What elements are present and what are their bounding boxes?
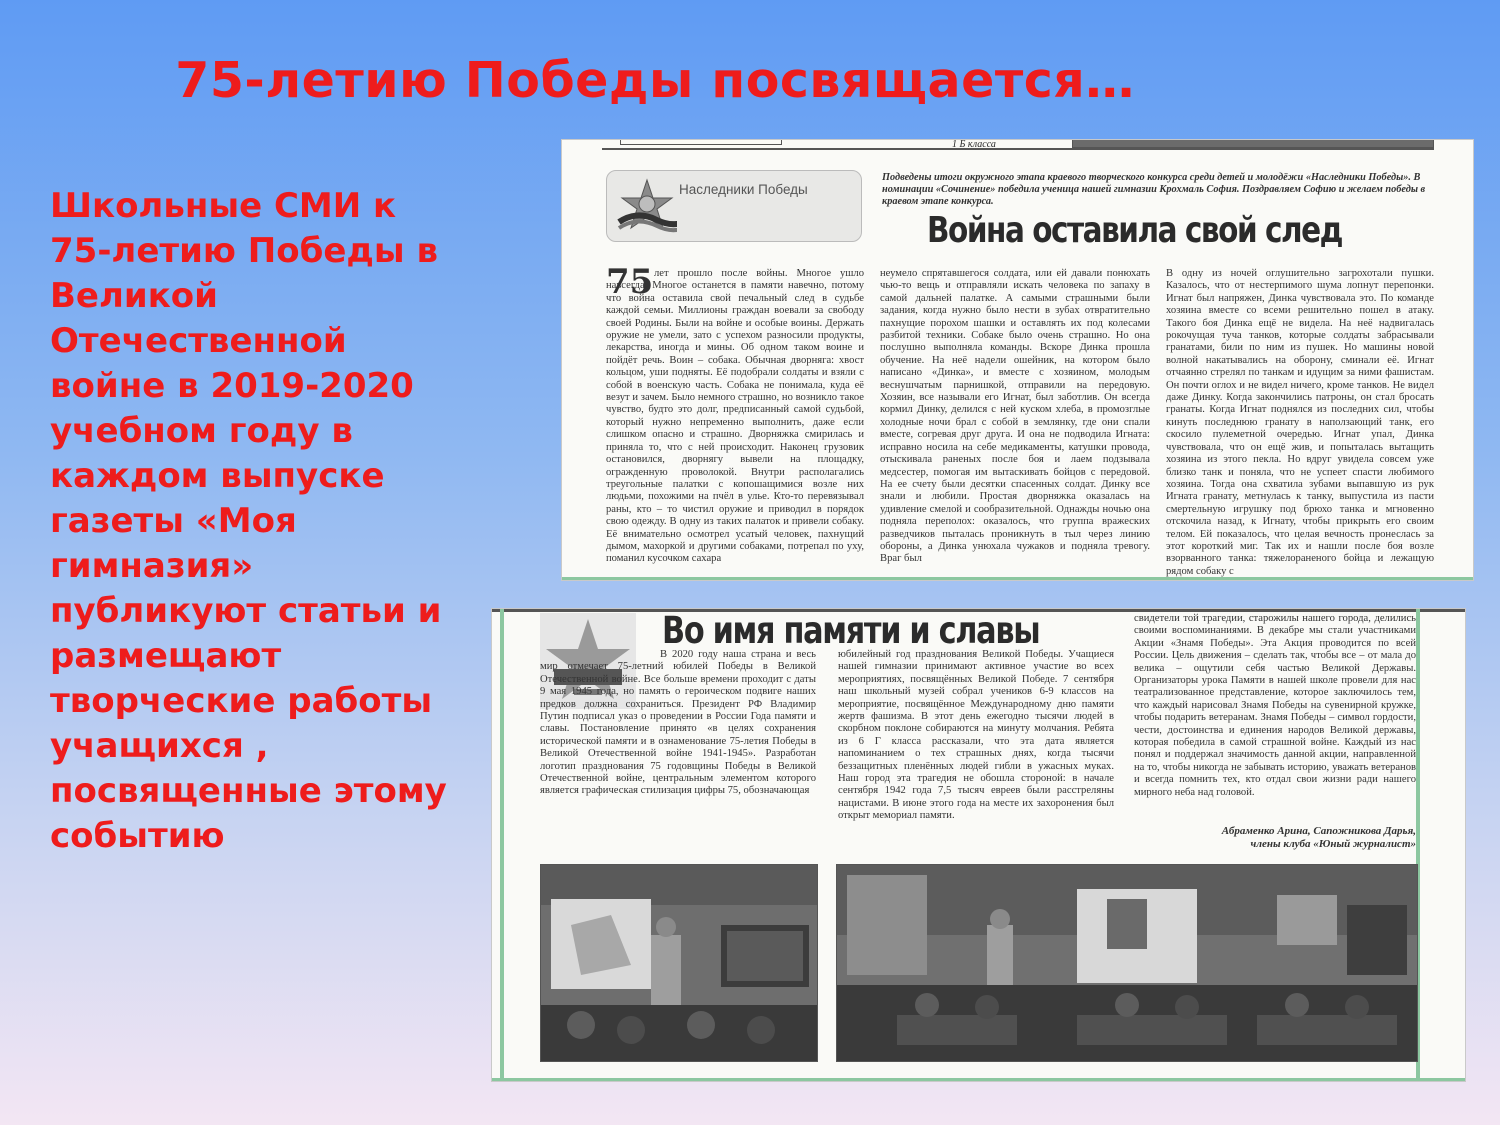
class-label: 1 Б класса xyxy=(952,140,996,150)
article-headline: Война оставила свой след xyxy=(927,210,1343,251)
classroom-photo-1 xyxy=(540,864,818,1062)
article-intro: Подведены итоги окружного этапа краевого творческого конкурса среди детей и молодёжи «Наследники Победы». В номинации «Сочинение» победила ученица нашей гимназии Крохмаль София. Поздравляем Софию и желаем победы в краевом этапе конкурса. xyxy=(882,172,1426,208)
newspaper-clipping-war-left-trace xyxy=(562,140,1473,580)
article-headline: Во имя памяти и славы xyxy=(662,609,1040,652)
museum-lesson-scene-image xyxy=(837,865,1417,1061)
article-signature: Абраменко Арина, Сапожникова Дарья, члены клуба «Юный журналист» xyxy=(1221,825,1416,850)
article-column-1: лет прошло после войны. Многое ушло навсегда. Многое останется в памяти навечно, потому что война оставила свой печальный след в судьбе каждой семьи. Миллионы граждан воевали за свободу своей Родины. Были на войне и особые воины. Держать оружие не умели, зато с успехом разносили продукты, лекарства, иногда и мины. Об одном таком воине и пойдёт речь. Воин – собака. Обычная дворняга: хвост кольцом, уши подняты. Её подобрали солдаты и взяли с собой в военскую часть. Собака не понимала, куда её везут и зачем. Было немного страшно, но возникло такое чувство, будто это долг, предписанный самой судьбой, который нужно непременно выполнить, даже если слишком опасно и страшно. Дворняжка смирилась и приняла то, что с ней происходит. Наконец грузовик остановился, дворнягу вывели на площадку, огражденную проволокой. Внутри располагались треугольные палатки с копошащимися возле них людьми, похожими на пчёл в улье. Кто-то перевязывал раны, кто – то чистил оружие и приводил в порядок свою одежду. В одну из таких палаток и привели собаку. Её внимательно осмотрел усатый человек, пахнущий дымом, махоркой и другими собаками, потрепал по уху, поманил кусочком сахара xyxy=(606,268,864,565)
banner-label: Наследники Победы xyxy=(679,182,808,197)
slide-title: 75-летию Победы посвящается… xyxy=(175,52,1135,109)
classroom-photo-2 xyxy=(836,864,1418,1062)
order-medal-ribbon-icon xyxy=(617,176,677,236)
clipping-top-photo-strip xyxy=(1072,140,1434,148)
heirs-of-victory-banner xyxy=(606,170,862,242)
article-column-2: юбилейный год празднования Великой Победы. Учащиеся нашей гимназии принимают активное участие во всех мероприятиях, посвящённых Великой Победе. 7 сентября наш школьный музей собрал учеников 6-9 классов на мероприятие, посвящённое Международному дню памяти жертв фашизма. В этот день ежегодно тысячи людей в скорбном поклоне собираются на минуту молчания. Ребята из 6 Г класса рассказали, что эта дата является напоминанием о тех страшных днях, когда тысячи беззащитных пленённых людей гибли в ужасных муках. Наш город эта трагедия не обошла стороной: в начале сентября 1942 года 7,5 тысяч евреев были расстреляны нацистами. В июне этого года на месте их захоронения был открыт мемориал памяти. xyxy=(838,649,1114,822)
classroom-scene-image xyxy=(541,865,817,1061)
clipping-side-stripe xyxy=(500,609,504,1081)
clipping-top-box xyxy=(620,140,782,145)
clipping-top-rule xyxy=(602,140,1434,150)
article-column-3: свидетели той трагедии, старожилы нашего города, делились своими воспоминаниями. В декабре мы стали участниками Акции «Знамя Победы». Эта Акция проводится по всей России. Цель движения – сделать так, чтобы все – от мала до велика – ощутили себя частью Великой Державы. Организаторы урока Памяти в нашей школе провели для нас театрализованное представление, которое заключилось тем, что каждый нарисовал Знамя Победы на сувенирной кружке, чтобы подарить ветеранам. Знамя Победы – символ гордости, чести, достоинства и единения народов Великой державы, которая победила в самой страшной войне. Каждый из нас понял и поддержал значимость данной акции, направленной на то, чтобы никогда не забывать историю, уважать ветеранов и всегда помнить тех, кто отдал свои жизни ради нашего мирного неба над головой. xyxy=(1134,613,1416,798)
article-column-1: В 2020 году наша страна и весь мир отмечает 75-летний юбилей Победы в Великой Отечественной войне. Все больше времени проходит с даты 9 мая 1945 года, но память о героическом подвиге наших предков должна сохраниться. Президент РФ Владимир Путин подписал указ о проведении в России Года памяти и славы. Постановление принято «в целях сохранения исторической памяти и в ознаменование 75-летия Победы в Великой Отечественной войне 1941-1945». Разработан логотип празднования 75 годовщины Победы в Великой Отечественной войне, центральным элементом которого является графическая стилизация цифры 75, обозначающая xyxy=(540,649,816,797)
clipping-edge xyxy=(562,577,1473,580)
clipping-edge xyxy=(492,1078,1465,1081)
article-column-3: В одну из ночей оглушительно загрохотали пушки. Казалось, что от нестерпимого шума лопнут перепонки. Игнат был напряжен, Динка чувствовала это. По команде хозяина вместе со всеми решительно пошел в атаку. Такого боя Динка ещё не видела. На неё надвигалась рокочущая туча танков, которые солдаты забрасывали гранатами, били по ним из пушек. Но машины новой волной накатывались на оборону, сминали её. Игнат отчаянно стрелял по танкам и идущим за ними фашистам. Он почти оглох и не видел ничего, кроме танков. Не видел даже Динку. Когда закончились патроны, он стал бросать гранаты. Когда Игнат поднялся из последних сил, чтобы кинуть последнюю гранату в наползающий танк, его скосило пулеметной очередью. Игнат упал, Динка чувствовала, что он ещё жив, и попыталась вытащить хозяина из этого пекла. Но вдруг увидела совсем уже близко танк и поняла, что не успеет спасти любимого хозяина. Тогда она схватила зубами выпавшую из рук Игната гранату, метнулась к танку, выпустила из пасти смертельную игрушку под брюхо танка и мгновенно отскочила назад, к Игнату, чтобы прикрыть его своим телом. Ей показалось, что целая вечность пронеслась за этот короткий миг. Так их и нашли после боя возле взорванного танка: тяжелораненого бойца и лежащую рядом собаку с xyxy=(1166,268,1434,577)
newspaper-clipping-memory-glory xyxy=(492,609,1465,1081)
dropcap-number: 75 xyxy=(606,262,654,302)
side-text: Школьные СМИ к 75-летию Победы в Великой Отечественной войне в 2019-2020 учебном году в каждом выпуске газеты «Моя гимназия» публикуют статьи и размещают творческие работы учащихся , посвященные этому событию xyxy=(50,186,447,856)
article-column-2: неумело спрятавшегося солдата, или ей давали понюхать чью-то вещь и отправляли искать человека по запаху в самой дальней палатке. А самыми страшными были задания, когда нужно было нести в зубах отвратительно пахнущие порохом шашки и оставлять их под колесами разбитой техники. Собаке было очень страшно. Но она послушно выполняла команды. Вскоре Динка прошла обучение. На неё надели ошейник, на котором было написано «Динка», и вместе с хозяином, молодым веснушчатым парнишкой, отправили на передовую. Хозяин, все называли его Игнат, был заботлив. Он всегда кормил Динку, делился с ней куском хлеба, в промозглые холодные ночи брал с собой в землянку, где они спали вместе, согревая друг друга. И она не подводила Игната: исправно носила на себе медикаменты, катушки провода, отыскивала раненых после боя и лаем подзывала медсестер, помогая им вытаскивать бойцов с передовой. На ее счету были десятки спасенных солдат. Динку все знали и любили. Простая дворняжка оказалась на удивление смелой и сообразительной. Однажды ночью она подняла переполох: оказалось, что группа вражеских разведчиков пыталась проникнуть в тыл через линию обороны, а Динка унюхала чужаков и подняла тревогу. Враг был xyxy=(880,268,1150,565)
